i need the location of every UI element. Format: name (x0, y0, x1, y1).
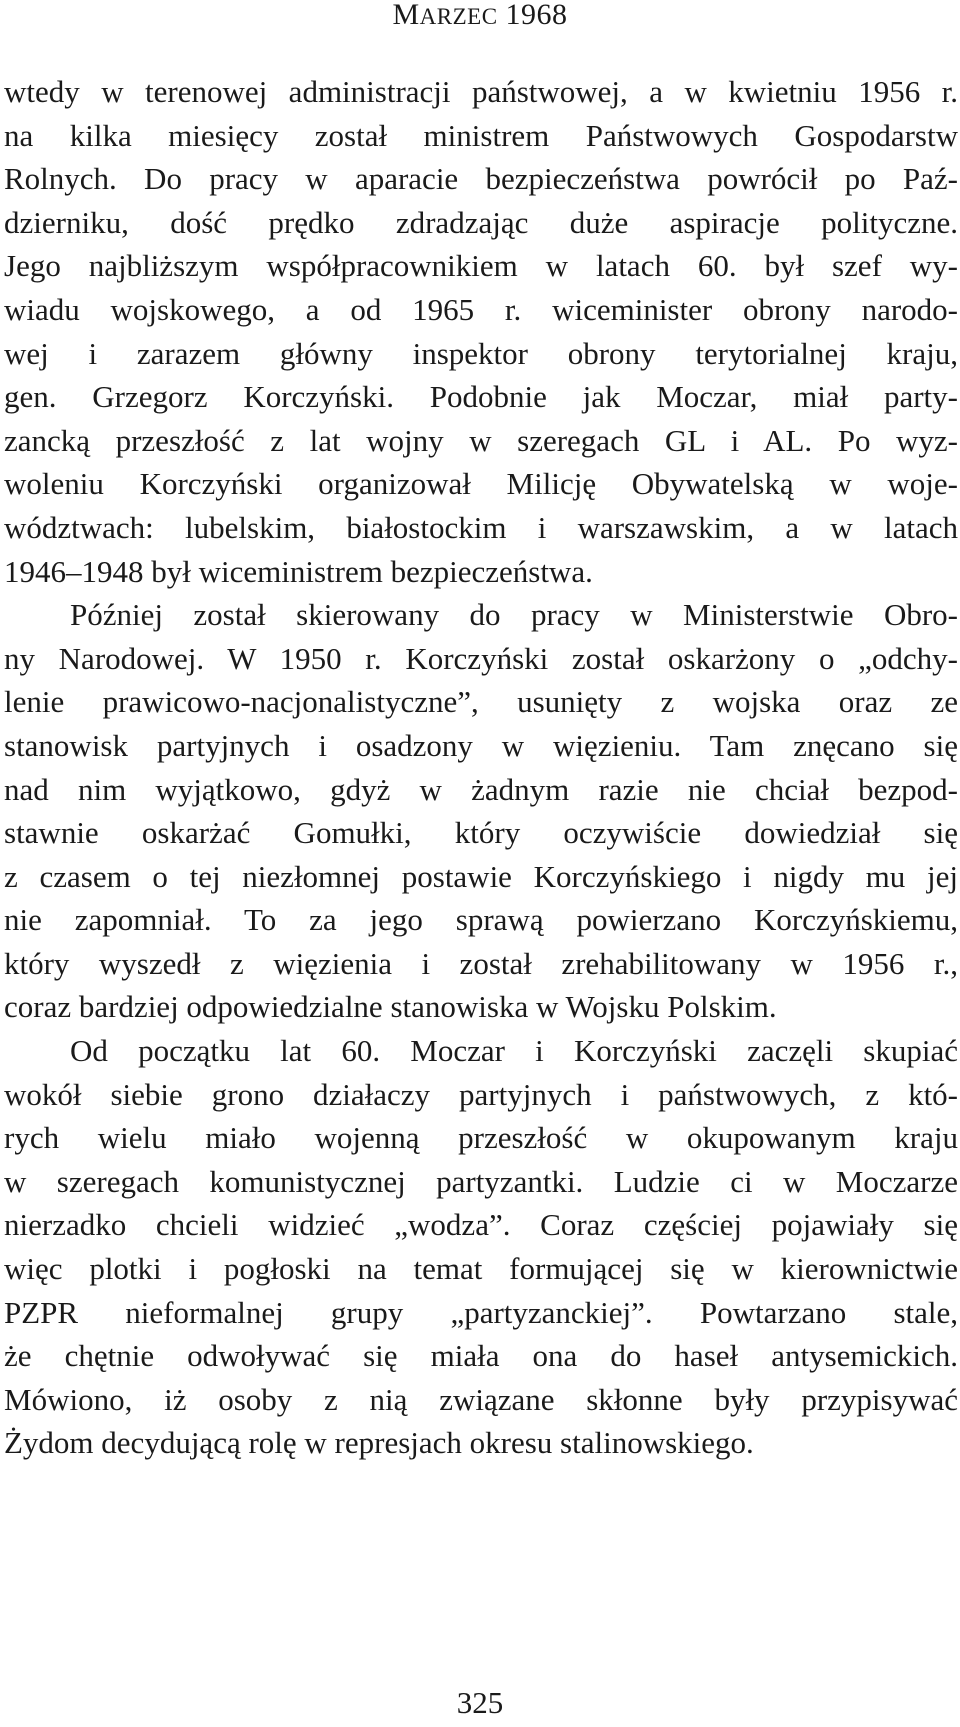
text-line: który wyszedł z więzienia i został zrehabilitowany w 1956 r., (4, 945, 958, 981)
text-line: ny Narodowej. W 1950 r. Korczyński został oskarżony o „odchy- (4, 640, 958, 676)
text-line: w szeregach komunistycznej partyzantki. Ludzie ci w Moczarze (4, 1163, 958, 1199)
text-line: stawnie oskarżać Gomułki, który oczywiście dowiedział się (4, 815, 958, 851)
text-line: Od początku lat 60. Moczar i Korczyński zaczęli skupiać (70, 1033, 958, 1069)
text-line: nie zapomniał. To za jego sprawą powierzano Korczyńskiemu, (4, 902, 958, 938)
text-line: woleniu Korczyński organizował Milicję Obywatelską w woje- (4, 466, 958, 502)
body-text (4, 70, 958, 1465)
text-line: wództwach: lubelskim, białostockim i warszawskim, a w latach (4, 509, 958, 545)
text-line: z czasem o tej niezłomnej postawie Korczyńskiego i nigdy mu jej (4, 858, 958, 894)
text-line: 1946–1948 był wiceministrem bezpieczeństwa. (4, 553, 593, 589)
text-line: nierzadko chcieli widzieć „wodza”. Coraz częściej pojawiały się (4, 1207, 958, 1243)
text-line: nad nim wyjątkowo, gdyż w żadnym razie nie chciał bezpod- (4, 771, 958, 807)
text-line: na kilka miesięcy został ministrem Państwowych Gospodarstw (4, 117, 958, 153)
text-line: lenie prawicowo-nacjonalistyczne”, usunięty z wojska oraz ze (4, 684, 958, 720)
running-head-year: 1968 (497, 0, 568, 31)
page-number: 325 (456, 1685, 504, 1720)
text-line: zancką przeszłość z lat wojny w szeregach GL i AL. Po wyz- (4, 422, 958, 458)
text-line: wiadu wojskowego, a od 1965 r. wiceminister obrony narodo- (4, 291, 958, 327)
text-line: Żydom decydującą rolę w represjach okresu stalinowskiego. (4, 1425, 754, 1461)
text-line: stanowisk partyjnych i osadzony w więzieniu. Tam znęcano się (4, 727, 958, 763)
text-line: wej i zarazem główny inspektor obrony terytorialnej kraju, (4, 335, 958, 371)
text-line: gen. Grzegorz Korczyński. Podobnie jak Moczar, miał party- (4, 379, 958, 415)
text-line: że chętnie odwoływać się miała ona do haseł antysemickich. (4, 1338, 958, 1374)
text-line: PZPR nieformalnej grupy „partyzanckiej”. Powtarzano stale, (4, 1294, 958, 1330)
text-line: więc plotki i pogłoski na temat formującej się w kierownictwie (4, 1251, 958, 1287)
running-head-cap: M (392, 0, 420, 31)
paragraph (4, 593, 958, 1029)
running-head-small-caps: ARZEC (419, 4, 498, 29)
text-line: rych wielu miało wojenną przeszłość w okupowanym kraju (4, 1120, 958, 1156)
paragraph (4, 70, 958, 593)
text-line: Mówiono, iż osoby z nią związane skłonne były przypisywać (4, 1381, 958, 1417)
paragraph (4, 1029, 958, 1465)
text-line: Rolnych. Do pracy w aparacie bezpieczeństwa powrócił po Paź- (4, 161, 958, 197)
text-line: dzierniku, dość prędko zdradzając duże aspiracje polityczne. (4, 204, 958, 240)
text-line: Później został skierowany do pracy w Ministerstwie Obro- (70, 597, 958, 633)
running-head (0, 0, 960, 32)
text-line: coraz bardziej odpowiedzialne stanowiska w Wojsku Polskim. (4, 989, 777, 1025)
text-line: Jego najbliższym współpracownikiem w latach 60. był szef wy- (4, 248, 958, 284)
text-line: wokół siebie grono działaczy partyjnych i państwowych, z któ- (4, 1076, 958, 1112)
text-line: wtedy w terenowej administracji państwowej, a w kwietniu 1956 r. (4, 74, 958, 109)
